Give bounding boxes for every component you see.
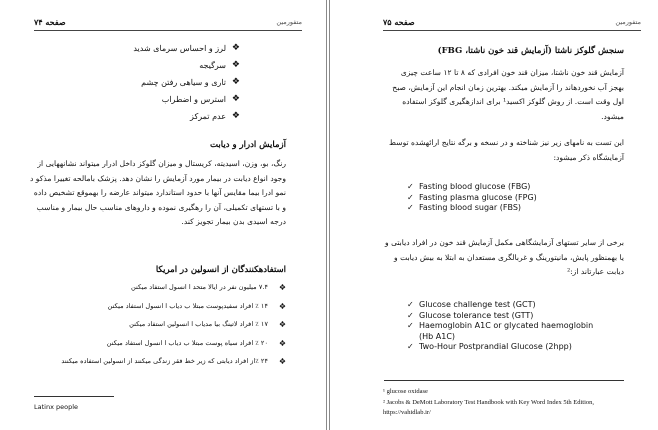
footnote-1: ¹ glucose oxidase [383,388,428,395]
bullet-icon: ❖ [278,301,286,311]
list-item: ❖ تاری و سیاهی رفتن چشم [70,74,240,91]
other-tests-list [407,300,607,353]
footnote-rule [384,380,624,381]
left-page-header [34,16,302,31]
urine-test-paragraph: رنگ، بو، وزن، اسیدیته، کریستال و میزان گلوکز داخل ادرار میتواند نشانههایی از وجود انواع دیابت در بیمار مورد آزمایش را نشان دهد. پزشک بامالحه تغییرا مذکو د نمو ادرا بیما مقایس آنها با حدود استاندارد میتواند عارضه را بهموقع تشخیص داده و با تستهای تکمیلی، آن را رهگیری نموده و داروهای مناسب حال بیمار و مناسب درجه اسیدی بدن بیمار تجویز کند. [30,159,286,226]
check-icon: ✓ [407,182,414,191]
insulin-users-heading: استفادهکنندگان از انسولین در امریکا [155,265,286,275]
list-item: ❖ استرس و اضطراب [70,91,240,108]
bullet-icon: ❖ [278,283,286,292]
diamond-bullet-icon: ❖ [231,43,240,53]
diamond-bullet-icon: ❖ [231,60,240,70]
list-item: ✓ Two-Hour Postprandial Glucose (2hpp) [407,342,572,351]
fbg-heading: سنجش گلوکز ناشتا (آزمایش قند خون ناشتا، FBG) [437,46,624,56]
right-page-header [383,16,641,31]
list-item: ❖ ۲۴ ٪از افراد دیابتی که زیر خط فقر زندگی میکنند از انسولین استفاده میکنند [61,357,286,366]
insulin-stats-list [46,283,286,376]
list-item: ✓ Glucose challenge test (GCT) [407,300,536,309]
list-item: ❖ ۱۴ ٪ افراد سفیدپوست مبتلا ب دیاب ا انسول استفاد میکنن [107,301,286,311]
list-item: ❖ عدم تمرکز [70,108,240,125]
check-icon: ✓ [407,310,414,320]
list-item: ❖ سرگیجه [70,57,240,74]
fbg-aliases-paragraph: این تست به نامهای زیر نیز شناخته و در نسخه و برگه نتایج ارائهشده توسط آزمایشگاه ذکر میشود: [389,138,624,162]
bullet-icon: ❖ [278,338,286,348]
list-item: ✓ Fasting plasma glucose (FPG) [407,192,537,202]
check-icon: ✓ [407,203,414,212]
bullet-icon: ❖ [278,357,286,366]
left-page [0,0,326,430]
fbg-paragraph: آزمایش قند خون ناشتا، میزان قند خون افرادی که ۸ تا ۱۲ ساعت چیزی بهجز آب نخوردهاند را آزمایش میکند. بهترین زمان انجام این آزمایش، صبح اول وقت است. از روش گلوکز اکسید¹ برای اندازهگیری گلوکز استفاده میشود. [392,68,624,121]
list-item: ❖ ۲۰ ٪ افراد سیاه پوست مبتلا ب دیاب ا انسول استفاد میکنن [106,338,286,348]
list-item: ✓ Fasting blood glucose (FBG) [407,182,531,191]
list-item: ✓ Haemoglobin A1C or glycated haemoglobin (Hb A1C) [407,321,594,341]
bullet-icon: ❖ [278,320,286,329]
page-number: صفحه ۷۵ [383,17,415,27]
page-gutter [326,0,330,430]
list-item: ❖ لرز و احساس سرمای شدید [70,40,240,57]
symptom-list [70,40,240,125]
running-header-title: متفورمین [615,18,641,26]
page-number: صفحه ۷۴ [34,17,66,27]
footnote: Latinx people [34,403,79,411]
check-icon: ✓ [407,321,414,330]
list-item: ❖ ۷.۴ میلیون نفر در ایالا متحد ا انسول استفاد میکنن [131,283,286,292]
check-icon: ✓ [407,300,414,309]
check-icon: ✓ [407,192,414,202]
footnote-rule [34,396,114,397]
diamond-bullet-icon: ❖ [231,77,240,87]
fbg-names-list [407,182,607,214]
running-header-title: متفورمین [276,18,302,26]
right-page [331,0,658,430]
diamond-bullet-icon: ❖ [231,94,240,104]
list-item: ❖ ۱۷ ٪ افراد لاتینگ بیا مدیاب ا انسولین استفاد میکنن [129,320,286,329]
list-item: ✓ Glucose tolerance test (GTT) [407,310,534,320]
diamond-bullet-icon: ❖ [231,111,240,121]
check-icon: ✓ [407,342,414,351]
footnote-2: ² Jacobs & DeMott Laboratory Test Handbook with Key Word Index 5th Edition, https://vahidlab.ir/ [383,399,595,416]
other-tests-paragraph: برخی از سایر تستهای آزمایشگاهی مکمل آزمایش قند خون در افراد دیابتی و یا بهمنظور پایش، مانیتورینگ و غربالگری مستعدان به ابتلا به بیش دیابت و دیابت عبارتاند از:² [384,238,624,276]
urine-test-heading: آزمایش ادرار و دیابت [210,140,286,150]
list-item: ✓ Fasting blood sugar (FBS) [407,203,522,212]
